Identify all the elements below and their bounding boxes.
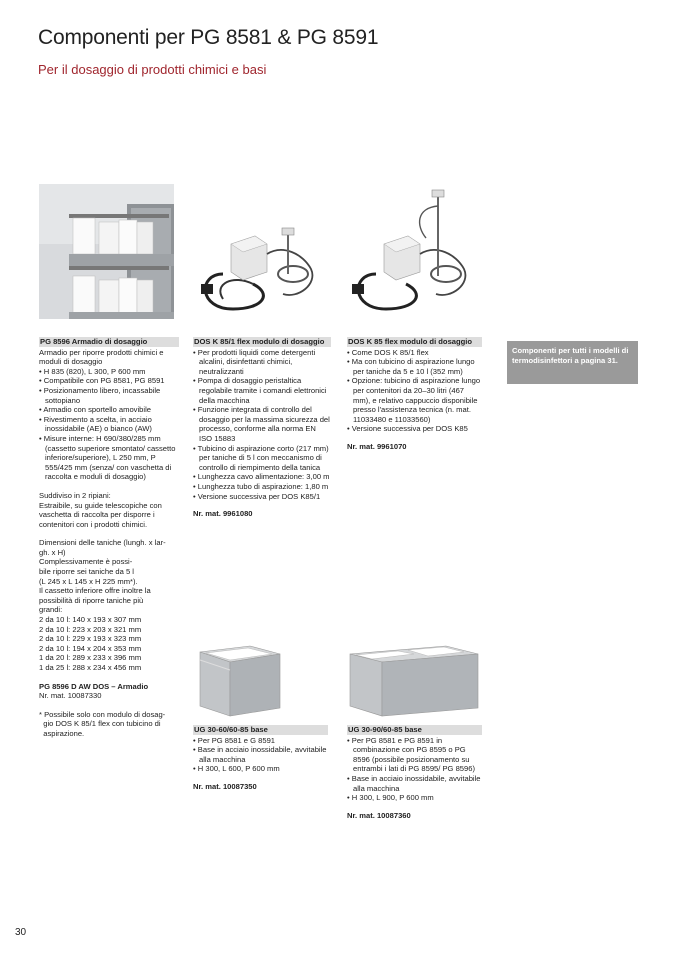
cabinet-intro-line: moduli di dosaggio [39, 357, 103, 367]
tank-size-line: 2 da 10 l: 223 x 203 x 321 mm [39, 624, 142, 634]
cabinet-image [39, 184, 174, 319]
list-item: • Lunghezza tubo di aspirazione: 1,80 m [193, 482, 331, 492]
page-subtitle: Per il dosaggio di prodotti chimici e basi [38, 62, 267, 77]
dosing-module-long-image [346, 186, 471, 319]
dosing-module-long-features [347, 348, 482, 434]
list-item: • Per PG 8581 e G 8591 [193, 736, 328, 746]
base-900-image [346, 640, 481, 720]
dosing-module-long-mat: Nr. mat. 9961070 [347, 441, 407, 451]
paragraph-line: vaschetta di raccolta per disporre i [39, 510, 155, 520]
list-item: • H 300, L 600, P 600 mm [193, 764, 328, 774]
list-item: • Funzione integrata di controllo del dosaggio per la massima sicurezza del processo, conforme alla norma EN ISO 15883 [193, 405, 331, 443]
paragraph-line: bile riporre sei taniche da 5 l [39, 567, 134, 577]
list-item: • Armadio con sportello amovibile [39, 405, 179, 415]
paragraph-line: (L 245 x L 145 x H 225 mm*). [39, 576, 138, 586]
paragraph-line: Il cassetto inferiore offre inoltre la [39, 586, 151, 596]
list-item: • Misure interne: H 690/380/285 mm (cassetto superiore smontato/ cassetto inferiore/superiore), L 250 mm, P 555/425 mm (senza/ con vaschetta di raccolta e moduli di dosaggio) [39, 434, 179, 482]
base-900-description [347, 725, 482, 820]
list-item: • Posizionamento libero, incassabile sottopiano [39, 386, 179, 405]
footnote-line: gio DOS K 85/1 flex con tubicino di [39, 719, 161, 729]
paragraph-line: Estraibile, su guide telescopiche con [39, 500, 162, 510]
base-600-image [190, 640, 285, 720]
list-item: • Tubicino di aspirazione corto (217 mm) per taniche di 5 l con meccanismo di controllo di riempimento della tanica [193, 444, 331, 473]
models-note-box: Componenti per tutti i modelli di termodisinfettori a pagina 31. [507, 341, 638, 384]
list-item: • Opzione: tubicino di aspirazione lungo per contenitori da 20–30 litri (467 mm), e relativo cappuccio disponibile presso l'assistenza tecnica (n. mat. 11033480 e 11033560) [347, 376, 482, 424]
page-title: Componenti per PG 8581 & PG 8591 [38, 26, 379, 49]
dosing-module-long-heading: DOS K 85 flex modulo di dosaggio [347, 337, 482, 347]
paragraph-line: Dimensioni delle taniche (lungh. x lar- [39, 538, 166, 548]
dosing-module-short-mat: Nr. mat. 9961080 [193, 509, 253, 519]
list-item: • Compatibile con PG 8581, PG 8591 [39, 376, 179, 386]
list-item: • Rivestimento a scelta, in acciaio inossidabile (AE) o bianco (AW) [39, 415, 179, 434]
base-900-heading: UG 30-90/60-85 base [347, 725, 482, 735]
list-item: • H 835 (820), L 300, P 600 mm [39, 367, 179, 377]
list-item: • Come DOS K 85/1 flex [347, 348, 482, 358]
list-item: • Pompa di dosaggio peristaltica regolabile tramite i comandi elettronici della macchina [193, 376, 331, 405]
footnote-line: * Possibile solo con modulo di dosag- [39, 709, 166, 719]
list-item: • Versione successiva per DOS K85/1 [193, 492, 331, 502]
list-item: • Versione successiva per DOS K85 [347, 424, 482, 434]
base-900-mat: Nr. mat. 10087360 [347, 810, 411, 820]
base-600-mat: Nr. mat. 10087350 [193, 781, 257, 791]
list-item: • H 300, L 900, P 600 mm [347, 793, 482, 803]
dosing-module-short-image [193, 214, 318, 319]
paragraph-line: contenitori con i prodotti chimici. [39, 519, 148, 529]
list-item: • Base in acciaio inossidabile, avvitabile alla macchina [193, 745, 328, 764]
paragraph-line: Suddiviso in 2 ripiani: [39, 490, 111, 500]
tank-size-line: 2 da 10 l: 194 x 204 x 353 mm [39, 643, 142, 653]
tank-size-line: 2 da 10 l: 229 x 193 x 323 mm [39, 634, 142, 644]
base-600-features [193, 736, 328, 774]
paragraph-line: Complessivamente è possi- [39, 557, 133, 567]
list-item: • Per PG 8581 e PG 8591 in combinazione con PG 8595 o PG 8596 (possibile posizionamento su entrambi i lati di PG 8595/ PG 8596) [347, 736, 482, 774]
cabinet-feature-list [39, 367, 179, 482]
cabinet-variant-mat: Nr. mat. 10087330 [39, 691, 102, 701]
cabinet-intro-line: Armadio per riporre prodotti chimici e [39, 347, 164, 357]
dosing-module-short-description [193, 337, 331, 519]
list-item: • Ma con tubicino di aspirazione lungo per taniche da 5 e 10 l (352 mm) [347, 357, 482, 376]
base-600-description [193, 725, 328, 792]
list-item: • Base in acciaio inossidabile, avvitabile alla macchina [347, 774, 482, 793]
base-600-heading: UG 30-60/60-85 base [193, 725, 328, 735]
dosing-module-short-features [193, 348, 331, 502]
cabinet-heading: PG 8596 Armadio di dosaggio [39, 337, 179, 347]
paragraph-line: gh. x H) [39, 547, 66, 557]
footnote-line: aspirazione. [39, 728, 85, 738]
paragraph-line: grandi: [39, 605, 63, 615]
tank-size-line: 2 da 10 l: 140 x 193 x 307 mm [39, 615, 142, 625]
base-900-features [347, 736, 482, 803]
paragraph-line: possibilità di riporre taniche più [39, 595, 144, 605]
cabinet-variant-heading: PG 8596 D AW DOS – Armadio [39, 681, 149, 691]
cabinet-description [39, 337, 179, 739]
list-item: • Lunghezza cavo alimentazione: 3,00 m [193, 472, 331, 482]
dosing-module-short-heading: DOS K 85/1 flex modulo di dosaggio [193, 337, 331, 347]
list-item: • Per prodotti liquidi come detergenti alcalini, disinfettanti chimici, neutralizzanti [193, 348, 331, 377]
tank-size-line: 1 da 20 l: 289 x 233 x 396 mm [39, 653, 142, 663]
dosing-module-long-description [347, 337, 482, 452]
page-number: 30 [15, 927, 27, 938]
tank-size-line: 1 da 25 l: 288 x 234 x 456 mm [39, 663, 142, 672]
